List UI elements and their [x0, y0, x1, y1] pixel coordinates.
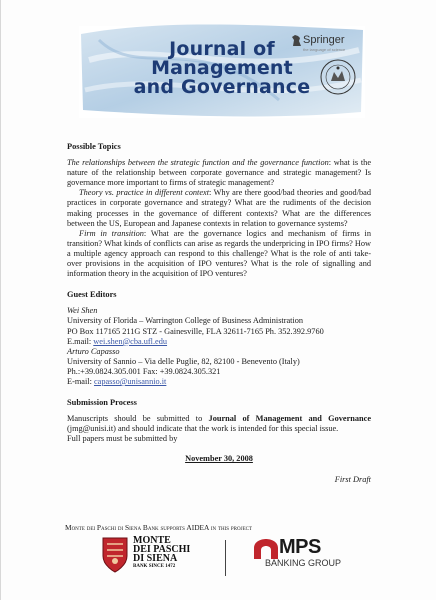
editor-2-phone: Ph.:+39.0824.305.001 Fax: +39.0824.305.321: [67, 366, 221, 376]
journal-title-line1: Journal of: [169, 38, 275, 60]
topic-2-body: : Why are there good/bad theories and good/bad practices in corporate governance and strategy? What are the rudiments of the decision making processes in the governance of different contexts? What are the differences between the US, European and Japanese contexts in relation to governance systems?: [67, 188, 371, 228]
editor-1-address: PO Box 117165 211G STZ - Gainesville, FLA 32611-7165 Ph. 352.392.9760: [67, 326, 324, 336]
topic-item-1: [67, 158, 371, 188]
sponsor-line: Monte dei Paschi di Siena Bank supports AIDEA in this project: [65, 523, 253, 532]
topic-item-3: [67, 229, 371, 279]
university-seal-icon: [319, 58, 357, 96]
editor-1-affiliation: University of Florida – Warrington College of Business Administration: [67, 316, 304, 326]
editor-1-email-link[interactable]: wei.shen@cba.ufl.edu: [93, 336, 168, 346]
submission-text-part2: (jmg@unisi.it) and should indicate that the work is intended for this special issue.: [67, 424, 339, 434]
guest-editors-heading: Guest Editors: [67, 290, 117, 300]
editor-2-email-label: E-mail:: [67, 376, 94, 386]
logo-divider: [225, 540, 226, 576]
journal-title-line3: and Governance: [133, 76, 311, 98]
monte-dei-paschi-logo: [101, 536, 221, 576]
submission-text-part1: Manuscripts should be submitted to: [67, 414, 209, 424]
submission-text-part3: Full papers must be submitted by: [67, 434, 178, 444]
possible-topics-heading: Possible Topics: [67, 142, 121, 151]
topic-3-body: : What are the governance logics and mechanism of firms in transition? What kinds of conflicts can arise as regards the underpricing in IPO firms? How a multiple agency approach can respond to this challenge? What is the role of anti take-over provisions in the acquisition of IPO ventures? What is the role of signalling and information theory in the acquisition of IPO ventures?: [67, 228, 372, 279]
bank-crest-icon: [101, 536, 129, 574]
editor-1: [67, 306, 371, 387]
call-for-papers-body: [67, 142, 371, 485]
bank-name-line2: DEI PASCHI: [133, 544, 191, 555]
editor-2-email-link[interactable]: capasso@unisannio.it: [93, 376, 167, 386]
mps-arch-icon: [253, 538, 279, 560]
submission-text: [67, 414, 371, 444]
topic-1-body: : what is the nature of the relationship between corporate governance and strategic management? Is governance more important to firms of strategic management?: [67, 158, 371, 188]
bank-since: BANK SINCE 1472: [133, 564, 176, 569]
submission-process-heading: Submission Process: [67, 398, 137, 408]
editor-2-name: Arturo Capasso: [67, 346, 120, 356]
submission-deadline: November 30, 2008: [185, 454, 253, 464]
mps-banking-group-logo: [253, 536, 353, 572]
editor-1-email-label: E.mail:: [67, 336, 94, 346]
bank-name: [133, 536, 190, 570]
springer-name: Springer: [303, 34, 345, 46]
springer-tagline: the language of science: [303, 47, 346, 52]
banking-group-label: BANKING GROUP: [265, 558, 342, 568]
topic-1-title: The relationships between the strategic function and the governance function: [67, 158, 329, 168]
editor-1-name: Wei Shen: [67, 306, 98, 316]
topic-2-title: Theory vs. practice in different context: [79, 188, 210, 198]
editor-2-affiliation: University of Sannio – Via delle Puglie, 82, 82100 - Benevento (Italy): [67, 356, 300, 366]
springer-horse-icon: [291, 34, 302, 47]
draft-note: First Draft: [334, 474, 371, 484]
bank-name-line1: MONTE: [133, 535, 171, 546]
mps-wordmark: MPS: [279, 536, 321, 558]
topic-item-2: [67, 188, 371, 228]
submission-journal-name: Journal of Management and Governance: [208, 414, 372, 424]
bank-name-line3: DI SIENA: [133, 553, 178, 564]
topic-3-title: Firm in transition: [79, 228, 144, 238]
journal-title-line2: Management: [151, 57, 293, 79]
